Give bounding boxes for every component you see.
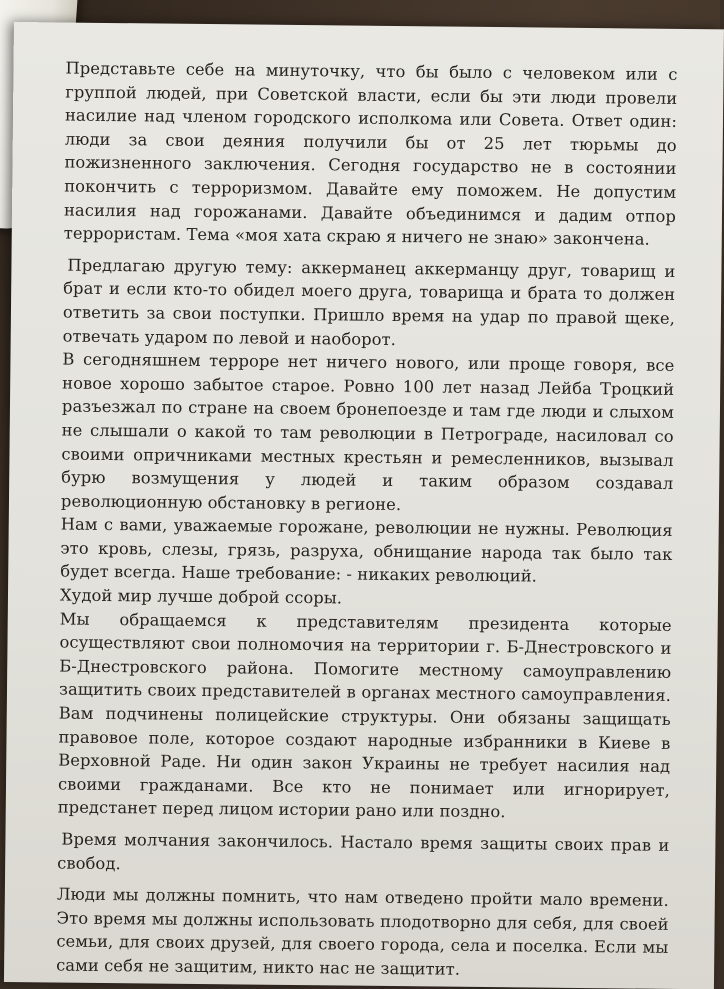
- paper-sheet: [4, 22, 724, 989]
- paragraph-5: Худой мир лучше доброй ссоры.: [59, 585, 343, 608]
- paragraph-2: Предлагаю другую тему: аккерманец аккерманцу друг, товарищ и брат и если кто-то обидел моего друга, товарища и брата то должен ответить за свои поступки. Пришло время на удар по правой щеке, отвечать ударом по левой и наоборот.: [62, 255, 676, 349]
- paragraph-4: Нам с вами, уважаемые горожане, революции не нужны. Революция это кровь, слезы, грязь, разруха, обнищание народа так было так будет всегда. Наше требование: - никаких революций.: [60, 514, 673, 586]
- paragraph-3: В сегодняшнем терроре нет ничего нового, или проще говоря, все новое хорошо забытое старое. Ровно 100 лет назад Лейба Троцкий разъезжал по стране на своем бронепоезде и там где люди и слыхом не слышали о какой то там революции в Петрограде, насиловал со своими опричниками местных крестьян и ремесленников, вызывал бурю возмущения у людей и таким образом создавал революционную обстановку в регионе.: [60, 349, 675, 514]
- paragraph-6: Мы обращаемся к представителям президента которые осуществляют свои полномочия на территории г. Б-Днестровского и Б-Днестровского района. Помогите местному самоуправлению защитить своих представителей в органах местного самоуправления. Вам подчинены полицейские структуры. Они обязаны защищать правовое поле, которое создают народные избранники в Киеве в Верховной Раде. Ни один закон Украины не требует насилия над своими гражданами. Все кто не понимает или игнорирует, предстанет перед лицом истории рано или поздно.: [57, 609, 672, 822]
- document-body: [56, 57, 678, 984]
- paragraph-1: Представьте себе на минуточку, что бы было с человеком или с группой людей, при Советской власти, если бы эти люди провели насилие над членом городского исполкома или Совета. Ответ один: люди за свои деяния получили бы от 25 лет тюрьмы до пожизненного заключения. Сегодня государство не в состоянии покончить с терроризмом. Давайте ему поможем. Не допустим насилия над горожанами. Давайте объединимся и дадим отпор террористам. Тема «моя хата скраю я ничего не знаю» закончена.: [63, 58, 678, 249]
- paragraph-8: Люди мы должны помнить, что нам отведено пройти мало времени. Это время мы должны использовать плодотворно для себя, для своей семьи, для своих друзей, для своего города, села и поселка. Если мы сами себя не защитим, никто нас не защитит.: [56, 884, 669, 979]
- paragraph-7: Время молчания закончилось. Настало время защиты своих прав и свобод.: [57, 829, 670, 873]
